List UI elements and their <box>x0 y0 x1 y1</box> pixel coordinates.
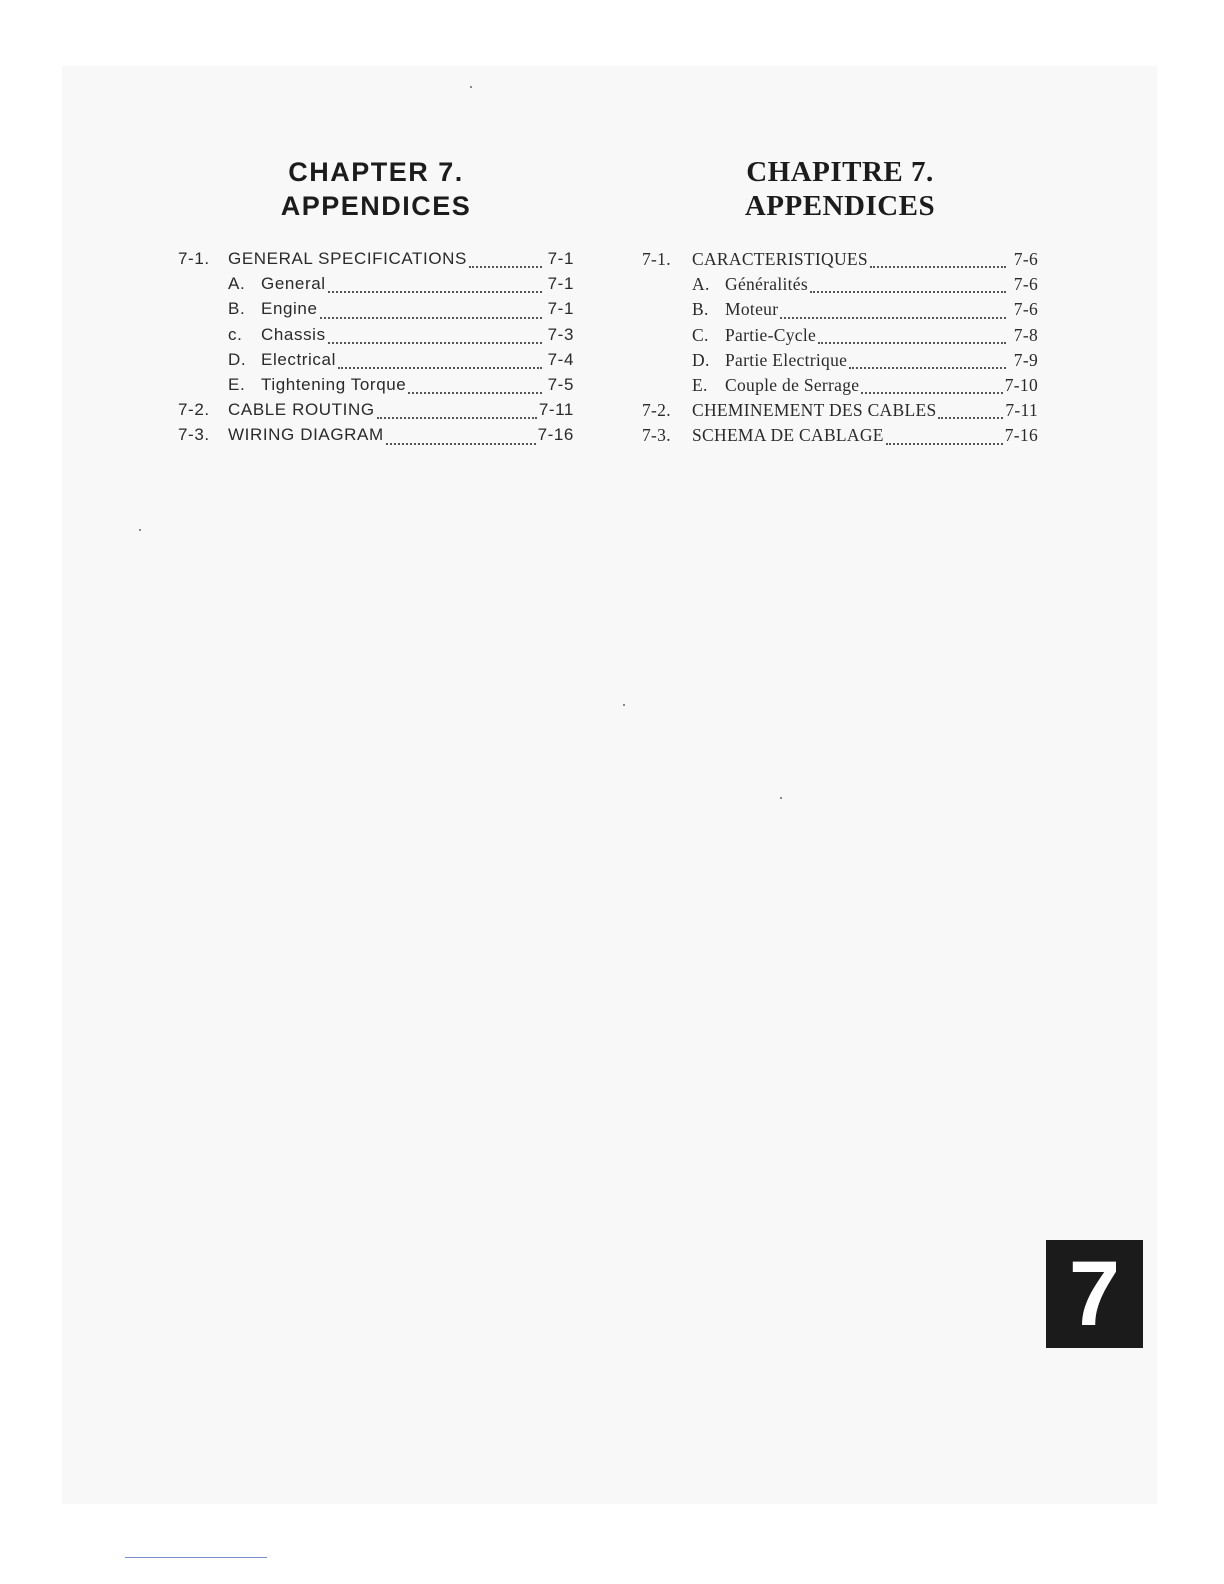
toc-entry-number: 7-2. <box>178 400 210 420</box>
toc-entry-page: 7-16 <box>1004 425 1038 446</box>
toc-entry-number: 7-3. <box>642 425 671 446</box>
toc-entry-label: Engine <box>261 299 318 319</box>
toc-entry <box>178 425 574 450</box>
toc-entry-letter: B. <box>692 299 709 320</box>
toc-entry-label: CABLE ROUTING <box>228 400 375 420</box>
toc-dot-leader <box>818 342 1006 344</box>
french-heading <box>642 155 1038 223</box>
toc-dot-leader <box>886 443 1003 445</box>
toc-entry <box>178 325 574 350</box>
toc-dot-leader <box>377 417 537 419</box>
toc-entry <box>642 375 1038 400</box>
toc-entry <box>642 425 1038 450</box>
toc-entry-letter: B. <box>228 299 246 319</box>
scan-speck <box>780 797 782 799</box>
english-toc-column <box>178 155 574 451</box>
toc-entry-letter: c. <box>228 324 243 344</box>
toc-entry <box>178 274 574 299</box>
toc-entry <box>642 299 1038 324</box>
toc-dot-leader <box>328 342 542 344</box>
toc-entry-label: CHEMINEMENT DES CABLES <box>692 400 937 421</box>
english-heading <box>178 155 574 223</box>
toc-entry-number: 7-1. <box>178 249 210 268</box>
bottom-rule <box>125 1557 267 1558</box>
toc-entry-page: 7-1 <box>547 249 574 268</box>
toc-entry-number: 7-2. <box>642 400 671 421</box>
toc-entry-label: General <box>261 274 326 294</box>
toc-entry-letter: A. <box>692 274 710 295</box>
toc-entry-letter: E. <box>692 374 708 395</box>
toc-dot-leader <box>328 291 542 293</box>
toc-entry-page: 7-8 <box>1013 324 1038 345</box>
toc-entry-letter: E. <box>228 374 246 394</box>
toc-dot-leader <box>849 367 1006 369</box>
toc-entry <box>642 249 1038 274</box>
toc-entry-page: 7-5 <box>547 374 574 394</box>
toc-entry <box>178 400 574 425</box>
toc-dot-leader <box>469 266 542 268</box>
toc-entry-page: 7-6 <box>1013 249 1038 269</box>
toc-entry-label: GENERAL SPECIFICATIONS <box>228 249 467 268</box>
toc-dot-leader <box>408 392 542 394</box>
french-toc-column <box>642 155 1038 451</box>
toc-dot-leader <box>780 317 1006 319</box>
toc-entry <box>642 325 1038 350</box>
toc-entry <box>178 375 574 400</box>
toc-entry-page: 7-3 <box>547 324 574 344</box>
french-heading-line2: APPENDICES <box>744 190 936 222</box>
toc-entry-letter: D. <box>692 349 710 370</box>
toc-entry-letter: C. <box>692 324 709 345</box>
toc-entry <box>178 299 574 324</box>
toc-entry-label: Couple de Serrage <box>725 374 860 395</box>
toc-entry-page: 7-9 <box>1013 349 1038 370</box>
toc-entry-label: Moteur <box>725 299 779 320</box>
toc-entry-label: Chassis <box>261 324 326 344</box>
toc-entry-page: 7-11 <box>1005 400 1038 421</box>
toc-dot-leader <box>810 291 1006 293</box>
chapter-tab: 7 <box>1046 1240 1143 1348</box>
toc-entry-label: WIRING DIAGRAM <box>228 425 384 445</box>
toc-entry-label: SCHEMA DE CABLAGE <box>692 425 884 446</box>
scan-speck <box>470 86 472 88</box>
toc-dot-leader <box>861 392 1002 394</box>
toc-dot-leader <box>320 317 542 319</box>
toc-entry-page: 7-4 <box>547 349 574 369</box>
toc-entry <box>178 249 574 274</box>
toc-entry-page: 7-1 <box>547 299 574 319</box>
toc-dot-leader <box>870 266 1006 268</box>
toc-entry <box>642 274 1038 299</box>
toc-dot-leader <box>338 367 542 369</box>
toc-entry-label: Tightening Torque <box>261 374 407 394</box>
toc-entry-label: Généralités <box>725 274 808 295</box>
english-heading-line1: CHAPTER 7. <box>288 157 464 187</box>
toc-entry-label: CARACTERISTIQUES <box>692 249 868 269</box>
scan-speck <box>139 529 141 531</box>
toc-entry <box>178 350 574 375</box>
french-heading-line1: CHAPITRE 7. <box>746 156 934 188</box>
english-toc-list <box>178 249 574 451</box>
scan-speck <box>623 704 625 706</box>
toc-entry-label: Partie Electrique <box>725 349 848 370</box>
toc-entry-page: 7-6 <box>1013 299 1038 320</box>
toc-dot-leader <box>386 443 536 445</box>
toc-entry-label: Partie-Cycle <box>725 324 817 345</box>
toc-entry-page: 7-6 <box>1013 274 1038 295</box>
toc-entry-page: 7-10 <box>1004 374 1038 395</box>
toc-entry <box>642 400 1038 425</box>
french-toc-list <box>642 249 1038 451</box>
toc-entry-page: 7-16 <box>537 425 574 445</box>
toc-entry <box>642 350 1038 375</box>
toc-entry-letter: A. <box>228 274 246 294</box>
toc-entry-page: 7-1 <box>547 274 574 294</box>
english-heading-line2: APPENDICES <box>280 191 472 221</box>
toc-entry-page: 7-11 <box>538 400 574 420</box>
toc-entry-number: 7-3. <box>178 425 210 445</box>
toc-entry-number: 7-1. <box>642 249 671 269</box>
toc-entry-letter: D. <box>228 349 247 369</box>
toc-dot-leader <box>938 417 1003 419</box>
toc-entry-label: Electrical <box>261 349 336 369</box>
